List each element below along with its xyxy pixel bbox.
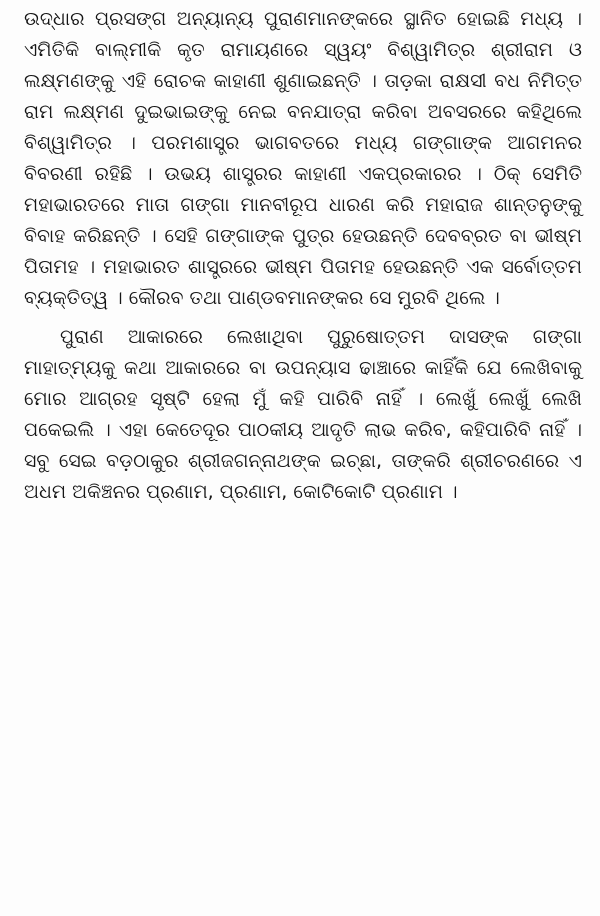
paragraph-1: ଉଦ୍ଧାର ପ୍ରସଙ୍ଗ ଅନ୍ୟାନ୍ୟ ପୁରାଣମାନଙ୍କରେ ସ୍ଥାନିତ ହୋଇଛି ମଧ୍ୟ । ଏମିତିକି ବାଲ୍ମୀକି କୃତ ରାମାୟଣରେ ସ୍ୱୟଂ ବିଶ୍ୱାମିତ୍ର ଶ୍ରୀରାମ ଓ ଲକ୍ଷ୍ମଣଙ୍କୁ ଏହି ରୋଚକ କାହାଣୀ ଶୁଣାଇଛନ୍ତି । ତାଡ଼କା ରାକ୍ଷସୀ ବଧ ନିମିତ୍ତ ରାମ ଲକ୍ଷ୍ମଣ ଦୁଇଭାଇଙ୍କୁ ନେଇ ବନଯାତ୍ରା କରିବା ଅବସରରେ କହିଥିଲେ ବିଶ୍ୱାମିତ୍ର । ପରମଶାସ୍ତ୍ର ଭାଗବତରେ ମଧ୍ୟ ଗଙ୍ଗାଙ୍କ ଆଗମନର ବିବରଣୀ ରହିଛି । ଉଭୟ ଶାସ୍ତ୍ରର କାହାଣୀ ଏକପ୍ରକାରର । ଠିକ୍ ସେମିତି ମହାଭାରତରେ ମାତା ଗଙ୍ଗା ମାନବୀରୂପ ଧାରଣ କରି ମହାରାଜ ଶାନ୍ତନୁଙ୍କୁ ବିବାହ କରିଛନ୍ତି । ସେହି ଗଙ୍ଗାଙ୍କ ପୁତ୍ର ହେଉଛନ୍ତି ଦେବବ୍ରତ ବା ଭୀଷ୍ମ ପିତାମହ । ମହାଭାରତ ଶାସ୍ତ୍ରରେ ଭୀଷ୍ମ ପିତାମହ ହେଉଛନ୍ତି ଏକ ସର୍ବୋତ୍ତମ ବ୍ୟକ୍ତିତ୍ୱ । କୌରବ ତଥା ପାଣ୍ଡବମାନଙ୍କର ସେ ମୁରବି ଥିଲେ । — [24, 8, 582, 309]
paragraph-2: ପୁରାଣ ଆକାରରେ ଲେଖାଥିବା ପୁରୁଷୋତ୍ତମ ଦାସଙ୍କ ଗଙ୍ଗା ମାହାତ୍ମ୍ୟକୁ କଥା ଆକାରରେ ବା ଉପନ୍ୟାସ ଢାଞ୍ଚାରେ କାହିଁକି ଯେ ଲେଖିବାକୁ ମୋର ଆଗ୍ରହ ସୃଷ୍ଟି ହେଲା ମୁଁ କହି ପାରିବି ନାହିଁ । ଲେଖୁଁ ଲେଖୁଁ ଲେଖି ପକେଇଲି । ଏହା କେତେଦୂର ପାଠକୀୟ ଆଦୃତି ଲାଭ କରିବ, କହିପାରିବି ନାହିଁ । ସବୁ ସେଇ ବଡ଼ଠାକୁର ଶ୍ରୀଜଗନ୍ନାଥଙ୍କ ଇଚ୍ଛା, ତାଙ୍କରି ଶ୍ରୀଚରଣରେ ଏ ଅଧମ ଅକିଞ୍ଚନର ପ୍ରଣାମ, ପ୍ରଣାମ, କୋଟିକୋଟି ପ୍ରଣାମ । — [24, 326, 582, 503]
body-text — [24, 4, 582, 516]
